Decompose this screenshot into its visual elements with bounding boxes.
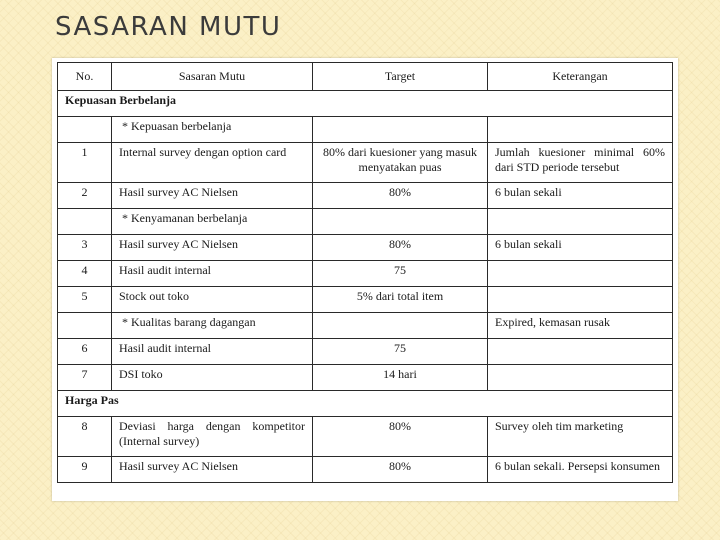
- cell-target: [313, 313, 488, 339]
- table-row: [58, 339, 673, 365]
- table-row: [58, 261, 673, 287]
- cell-sasaran: Deviasi harga dengan kompetitor (Internal survey): [112, 417, 313, 457]
- cell-no: 4: [58, 261, 112, 287]
- section-row: [58, 391, 673, 417]
- cell-keterangan: Expired, kemasan rusak: [488, 313, 673, 339]
- table-header-row: [58, 63, 673, 91]
- cell-no: [58, 209, 112, 235]
- cell-target: 5% dari total item: [313, 287, 488, 313]
- sub-row: [58, 117, 673, 143]
- cell-keterangan: [488, 287, 673, 313]
- cell-keterangan: [488, 339, 673, 365]
- table-row: [58, 365, 673, 391]
- cell-no: 6: [58, 339, 112, 365]
- slide-title: SASARAN MUTU: [55, 12, 282, 42]
- cell-target: 80%: [313, 457, 488, 483]
- cell-no: 2: [58, 183, 112, 209]
- header-target: Target: [313, 63, 488, 91]
- sasaran-mutu-table: [57, 62, 673, 483]
- cell-sasaran: Hasil survey AC Nielsen: [112, 235, 313, 261]
- cell-no: 8: [58, 417, 112, 457]
- table-row: [58, 457, 673, 483]
- cell-target: [313, 209, 488, 235]
- sub-label: * Kenyamanan berbelanja: [112, 209, 313, 235]
- cell-no: 9: [58, 457, 112, 483]
- sub-row: [58, 209, 673, 235]
- header-keterangan: Keterangan: [488, 63, 673, 91]
- cell-target: 80% dari kuesioner yang masuk menyatakan puas: [313, 143, 488, 183]
- sub-label: * Kepuasan berbelanja: [112, 117, 313, 143]
- cell-no: [58, 117, 112, 143]
- sub-row: [58, 313, 673, 339]
- table-row: [58, 417, 673, 457]
- cell-target: 80%: [313, 235, 488, 261]
- table-row: [58, 287, 673, 313]
- table-row: [58, 183, 673, 209]
- cell-sasaran: Hasil audit internal: [112, 261, 313, 287]
- cell-no: 1: [58, 143, 112, 183]
- cell-keterangan: [488, 209, 673, 235]
- cell-sasaran: DSI toko: [112, 365, 313, 391]
- cell-keterangan: 6 bulan sekali: [488, 183, 673, 209]
- table-row: [58, 143, 673, 183]
- cell-no: 3: [58, 235, 112, 261]
- cell-target: 80%: [313, 417, 488, 457]
- cell-keterangan: [488, 365, 673, 391]
- cell-target: [313, 117, 488, 143]
- cell-sasaran: Internal survey dengan option card: [112, 143, 313, 183]
- cell-target: 14 hari: [313, 365, 488, 391]
- cell-keterangan: Jumlah kuesioner minimal 60% dari STD periode tersebut: [488, 143, 673, 183]
- cell-sasaran: Hasil survey AC Nielsen: [112, 457, 313, 483]
- sub-label: * Kualitas barang dagangan: [112, 313, 313, 339]
- header-sasaran-mutu: Sasaran Mutu: [112, 63, 313, 91]
- cell-keterangan: [488, 117, 673, 143]
- cell-keterangan: 6 bulan sekali: [488, 235, 673, 261]
- cell-target: 75: [313, 339, 488, 365]
- cell-keterangan: Survey oleh tim marketing: [488, 417, 673, 457]
- section-label: Harga Pas: [58, 391, 673, 417]
- cell-sasaran: Stock out toko: [112, 287, 313, 313]
- section-row: [58, 91, 673, 117]
- cell-target: 75: [313, 261, 488, 287]
- cell-keterangan: [488, 261, 673, 287]
- table-row: [58, 235, 673, 261]
- cell-keterangan: 6 bulan sekali. Persepsi konsumen: [488, 457, 673, 483]
- cell-no: 7: [58, 365, 112, 391]
- document-image: [52, 58, 678, 501]
- cell-target: 80%: [313, 183, 488, 209]
- header-no: No.: [58, 63, 112, 91]
- cell-no: 5: [58, 287, 112, 313]
- cell-sasaran: Hasil audit internal: [112, 339, 313, 365]
- cell-no: [58, 313, 112, 339]
- cell-sasaran: Hasil survey AC Nielsen: [112, 183, 313, 209]
- section-label: Kepuasan Berbelanja: [58, 91, 673, 117]
